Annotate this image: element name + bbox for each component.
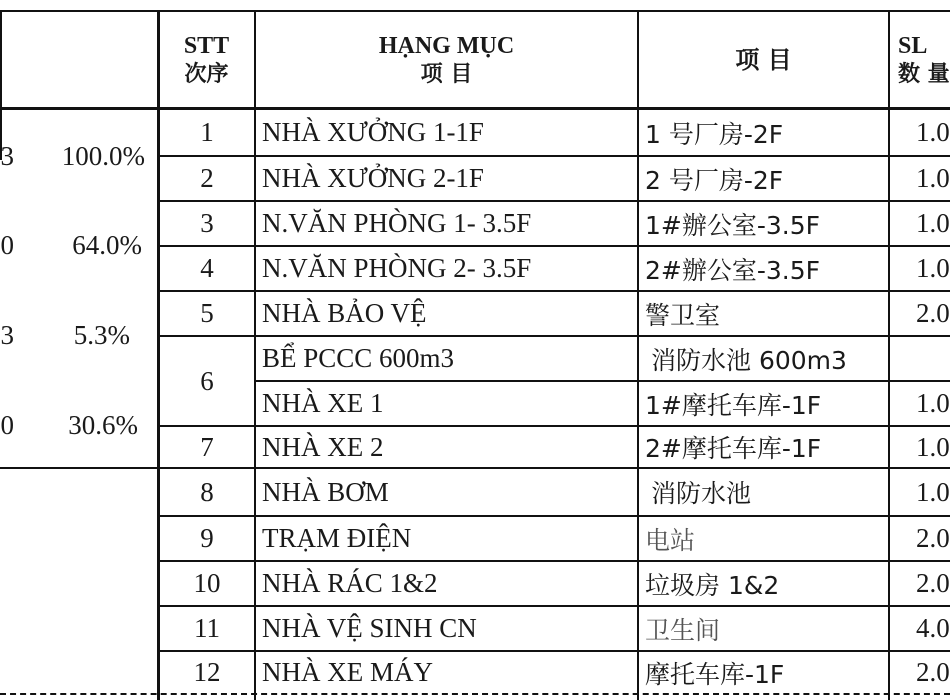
header-item-cn: [639, 14, 888, 106]
item-name-cn: 消防水池 600m3: [651, 345, 847, 375]
percent-value: 64.0%: [72, 229, 142, 260]
quantity-cell: 1.0: [916, 476, 950, 507]
item-name-vi: TRẠM ĐIỆN: [262, 523, 412, 553]
stt-cell: 4: [200, 253, 214, 283]
stt-cell: 1: [200, 117, 214, 147]
stt-cell: 11: [194, 613, 220, 643]
item-name-cn: 卫生间: [645, 615, 721, 645]
header-hang-muc: [256, 14, 637, 106]
area-value: 0: [0, 229, 14, 260]
quantity-cell: 1.0: [916, 431, 950, 462]
quantity-cell: 1.0: [916, 388, 950, 418]
quantity-cell: 2.0: [916, 657, 950, 687]
item-name-vi: N.VĂN PHÒNG 1- 3.5F: [262, 208, 532, 238]
item-name-cn: 摩托车库-1F: [645, 659, 785, 689]
item-name-vi: NHÀ RÁC 1&2: [262, 568, 438, 598]
quantity-cell: 1.0: [916, 253, 950, 283]
item-name-cn: 警卫室: [645, 300, 721, 330]
dashed-border: [0, 693, 950, 695]
quantity-cell: 1.0: [916, 163, 950, 193]
stt-cell: 6: [200, 365, 214, 396]
header-stt-cn: 次序: [184, 62, 229, 88]
grid-line: [0, 10, 950, 12]
quantity-cell: 2.0: [916, 523, 950, 553]
quantity-cell: 2.0: [916, 568, 950, 598]
item-name-vi: NHÀ VỆ SINH CN: [262, 613, 477, 643]
stt-cell: 3: [200, 208, 214, 238]
area-value: 3: [0, 140, 14, 171]
header-hang-muc-vi: HẠNG MỤC: [378, 33, 515, 60]
item-name-cn: 2#辦公室-3.5F: [645, 255, 821, 285]
stt-cell: 8: [200, 476, 214, 507]
area-value: 3: [0, 319, 14, 350]
header-hang-muc-cn: 项 目: [420, 62, 473, 88]
item-name-cn: 消防水池: [651, 479, 752, 508]
stt-cell: 9: [200, 523, 214, 553]
item-name-cn: 1#摩托车库-1F: [645, 390, 822, 420]
item-name-vi: N.VĂN PHÒNG 2- 3.5F: [262, 253, 532, 283]
item-name-vi: NHÀ XE 1: [262, 388, 384, 418]
quantity-cell: 1.0: [916, 208, 950, 238]
item-name-vi: NHÀ XƯỞNG 2-1F: [262, 163, 484, 193]
item-name-vi: NHÀ XƯỞNG 1-1F: [262, 117, 484, 147]
quantity-cell: 2.0: [916, 298, 950, 328]
item-name-cn: 1#辦公室-3.5F: [645, 210, 821, 240]
header-stt-vi: STT: [183, 33, 230, 60]
item-name-cn: 垃圾房 1&2: [645, 570, 780, 600]
item-name-vi: NHÀ BƠM: [262, 476, 389, 507]
header-item-cn-label: 项 目: [735, 46, 792, 74]
percent-value: 30.6%: [68, 409, 138, 440]
header-sl: [898, 14, 950, 106]
percent-value: 100.0%: [61, 140, 145, 171]
percent-value: 5.3%: [73, 319, 130, 350]
stt-cell: 5: [200, 298, 214, 328]
quantity-cell: 1.0: [916, 117, 950, 147]
stt-cell: 7: [200, 431, 214, 462]
item-name-cn: 2#摩托车库-1F: [645, 434, 822, 463]
stt-cell: 10: [193, 568, 221, 598]
area-value: 0: [0, 409, 14, 440]
item-name-vi: BỂ PCCC 600m3: [262, 343, 455, 373]
header-sl-cn: 数 量: [898, 62, 950, 88]
header-sl-vi: SL: [898, 33, 928, 60]
item-name-cn: 电站: [645, 525, 696, 555]
quantity-cell: 4.0: [916, 613, 950, 643]
item-name-cn: 2 号厂房-2F: [645, 165, 784, 195]
stt-cell: 2: [200, 163, 214, 193]
item-name-vi: NHÀ XE 2: [262, 431, 384, 462]
stt-cell: 12: [193, 657, 221, 687]
header-stt: [159, 14, 254, 106]
item-name-cn: 1 号厂房-2F: [645, 119, 784, 149]
item-name-vi: NHÀ BẢO VỆ: [262, 298, 427, 328]
item-name-vi: NHÀ XE MÁY: [262, 657, 433, 687]
